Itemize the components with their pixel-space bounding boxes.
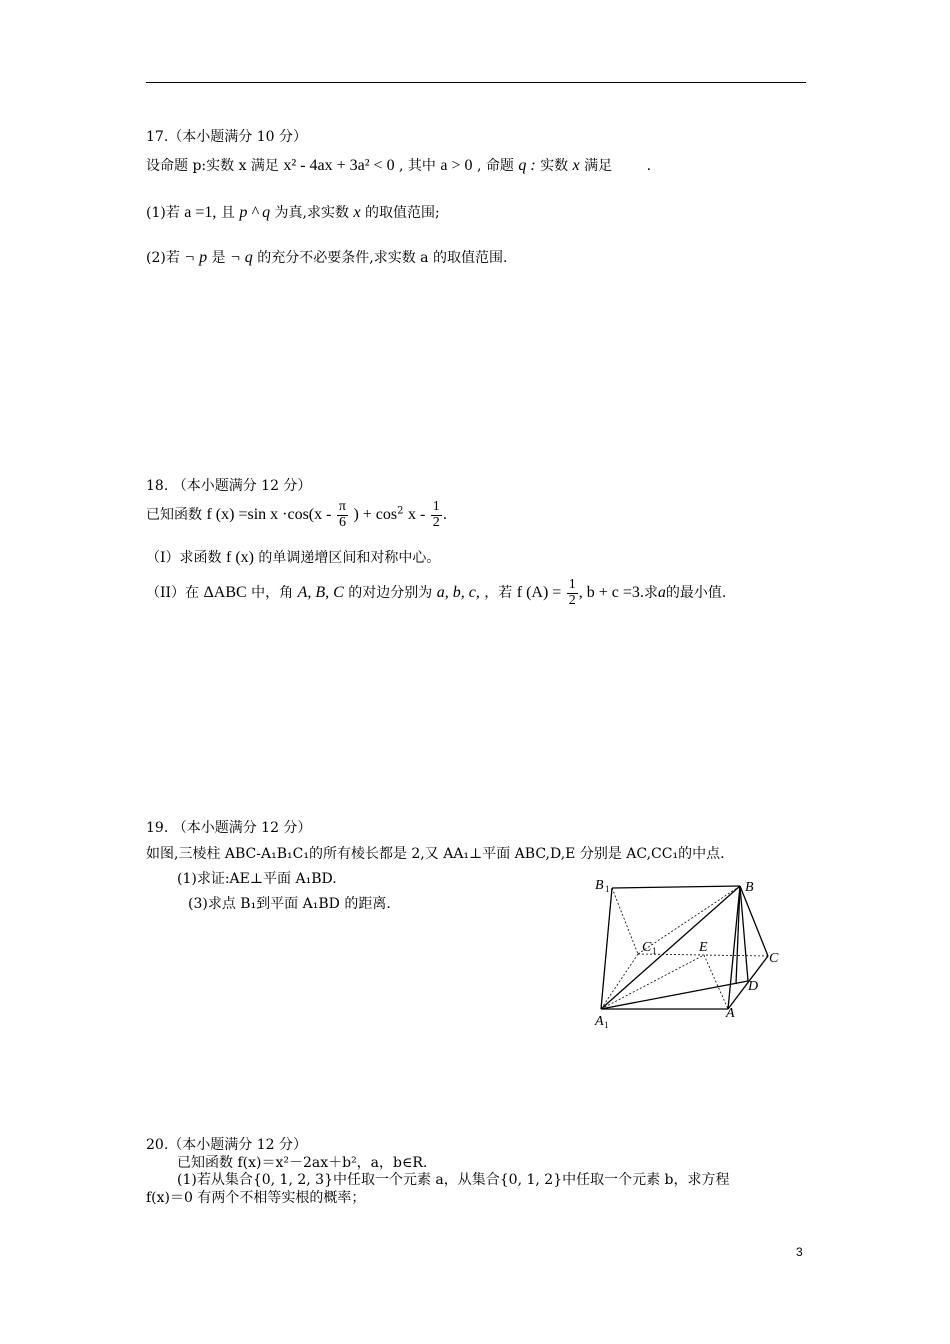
q18-part2: （II）在 ΔABC 中，角 A, B, C 的对边分别为 a, b, c, ，若 f (A) = $\frac{1}{2}$ , b + c =3.求a的最小值. bbox=[146, 577, 727, 608]
q17-part2: (2)若 ¬ p 是 ¬ q 的充分不必要条件,求实数 a 的取值范围. bbox=[146, 249, 508, 266]
label-a: A bbox=[726, 1006, 735, 1021]
svg-text:1: 1 bbox=[652, 946, 657, 956]
label-b1: B bbox=[595, 878, 604, 893]
q19-part3: (3)求点 B₁到平面 A₁BD 的距离. bbox=[188, 896, 391, 912]
q18-part1: （I）求函数 f (x) 的单调递增区间和对称中心。 bbox=[146, 549, 441, 566]
label-a1: A bbox=[595, 1014, 604, 1029]
q17-header: 17.（本小题满分 10 分） bbox=[146, 129, 307, 145]
q20-part1-line1: (1)若从集合{0, 1, 2, 3}中任取一个元素 a，从集合{0, 1, 2}中任取一个元素 b，求方程 bbox=[177, 1172, 730, 1188]
q20-header: 20.（本小题满分 12 分） bbox=[146, 1137, 307, 1153]
pi-over-six-fraction: $\frac{\pi}{6}$ bbox=[338, 499, 346, 530]
q19-stem: 如图,三棱柱 ABC-A₁B₁C₁的所有棱长都是 2,又 AA₁⊥平面 ABC,D,E 分别是 AC,CC₁的中点. bbox=[146, 846, 725, 862]
header-rule bbox=[146, 82, 806, 83]
prism-figure bbox=[588, 873, 788, 1031]
q17-stem: 设命题 p:实数 x 满足 x² - 4ax + 3a² < 0 , 其中 a > 0 , 命题 q : 实数 x 满足 . bbox=[146, 157, 652, 174]
label-e: E bbox=[699, 940, 708, 955]
label-b: B bbox=[745, 880, 754, 895]
q19-header: 19. （本小题满分 12 分） bbox=[146, 820, 312, 836]
one-half-fraction-2: $\frac{1}{2}$ bbox=[568, 577, 576, 608]
label-d: D bbox=[748, 979, 759, 994]
label-c: C bbox=[769, 951, 779, 966]
q18-function: 已知函数 f (x) =sin x ·cos(x - $\frac{\pi}{6}$ ) + $\cos^2 x$ - $\frac{1}{2}$ . bbox=[146, 499, 448, 530]
page-number: 3 bbox=[796, 1245, 803, 1259]
one-half-fraction: $\frac{1}{2}$ bbox=[432, 499, 440, 530]
q20-stem: 已知函数 f(x)＝x²－2ax＋b²，a，b∈R. bbox=[177, 1155, 428, 1171]
label-c1: C bbox=[642, 940, 652, 955]
svg-text:1: 1 bbox=[605, 884, 610, 894]
q18-header: 18. （本小题满分 12 分） bbox=[146, 478, 312, 494]
svg-text:1: 1 bbox=[604, 1020, 609, 1030]
q19-part1: (1)求证:AE⊥平面 A₁BD. bbox=[177, 871, 337, 887]
q17-part1: (1)若 a =1, 且 p ^ q 为真,求实数 x 的取值范围; bbox=[146, 204, 440, 221]
q20-part1-line2: f(x)＝0 有两个不相等实根的概率； bbox=[146, 1190, 366, 1206]
